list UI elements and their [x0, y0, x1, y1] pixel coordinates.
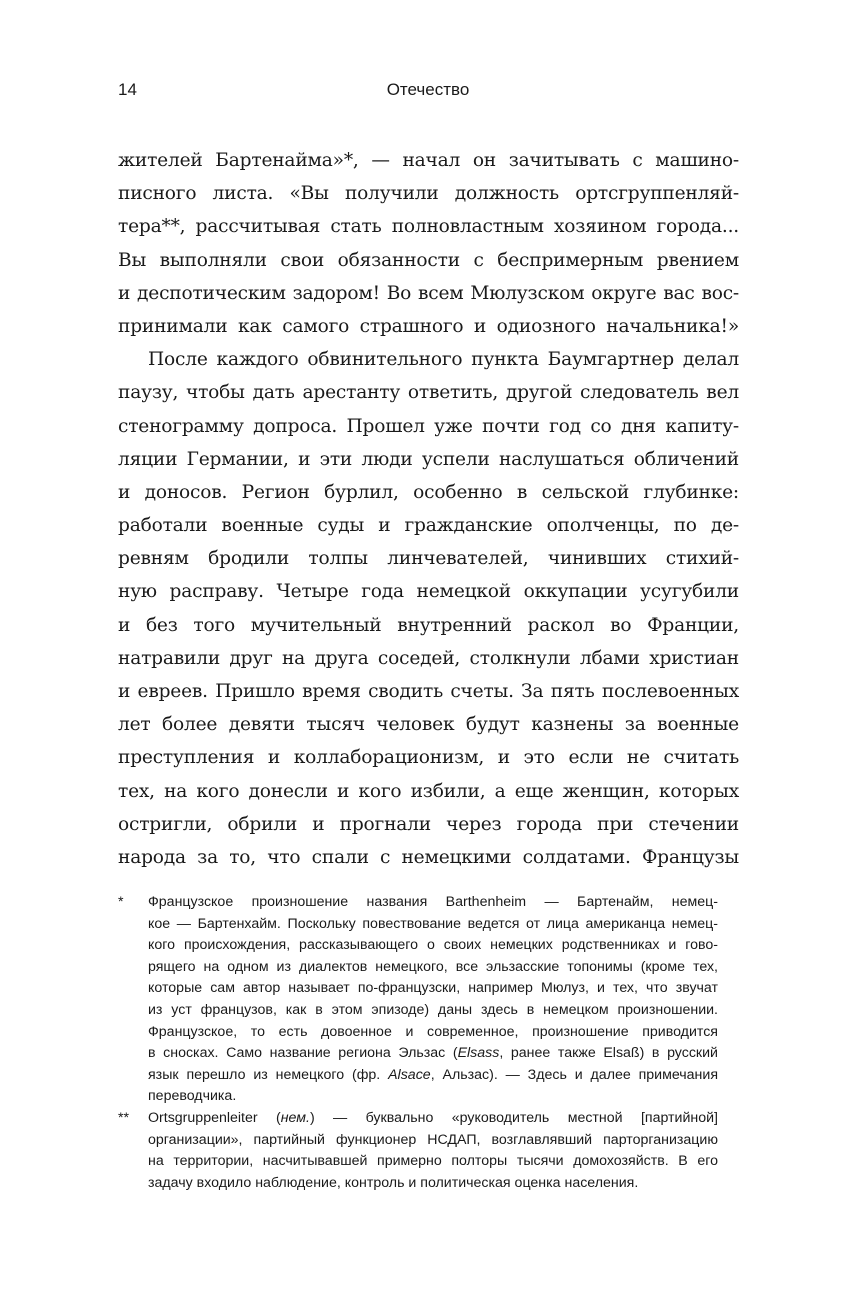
running-title: Отечество	[386, 80, 470, 99]
body-line: жителей Бартенайма»*, — начал он зачитывать с машино-	[118, 150, 739, 171]
body-line: тех, на кого донесли и кого избили, а еще женщин, которых	[118, 780, 739, 802]
footnote-text: Ortsgruppenleiter (	[148, 1109, 281, 1126]
footnote-line	[148, 1086, 718, 1108]
body-line: натравили друг на друга соседей, столкнули лбами христиан	[118, 647, 739, 669]
body-line: и без того мучительный внутренний раскол во Франции,	[118, 614, 739, 636]
footnote-line	[148, 1151, 718, 1173]
footnote-text: язык перешло из немецкого (фр.	[148, 1066, 389, 1083]
body-line: и доносов. Регион бурлил, особенно в сельской глубинке:	[118, 481, 739, 503]
footnote-line	[148, 914, 718, 936]
body-line: стенограмму допроса. Прошел уже почти год со дня капиту-	[118, 415, 739, 437]
footnote-text: кого происхождения, рассказывающего о своих немецких родственниках и гово-	[148, 937, 718, 954]
footnote-line	[148, 978, 718, 1000]
footnote-line	[148, 957, 718, 979]
footnote-text: кое — Бартенхайм. Поскольку повествование ведется от лица американца немец-	[148, 915, 718, 932]
footnote-line	[148, 1108, 718, 1130]
body-line: работали военные суды и гражданские ополченцы, по де-	[118, 515, 739, 537]
footnote-line	[148, 1173, 718, 1195]
footnote-line	[148, 1130, 718, 1152]
body-line: тера**, рассчитывая стать полновластным хозяином города...	[118, 216, 739, 238]
footnotes	[118, 892, 718, 1194]
italic-term: Elsass	[457, 1045, 500, 1062]
footnote-line	[148, 1043, 718, 1065]
footnote-line	[148, 892, 718, 914]
body-line: преступления и коллаборационизм, и это если не считать	[118, 747, 739, 769]
footnote-text: Французское произношение названия Barthenheim — Бартенайм, немец-	[148, 894, 718, 910]
footnote-text: ) — буквально «руководитель местной [партийной]	[309, 1109, 718, 1126]
footnote-text: , ранее также Elsaß) в русский	[499, 1045, 718, 1062]
footnote	[118, 1108, 718, 1194]
body-line: После каждого обвинительного пункта Баумгартнер делал	[148, 349, 739, 371]
footnote-marker: *	[118, 894, 124, 910]
footnote-line	[148, 1022, 718, 1044]
footnote-text: организации», партийный функционер НСДАП, возглавлявший парторганизацию	[148, 1131, 718, 1148]
body-line: ревням бродили толпы линчевателей, чинивших стихий-	[118, 548, 739, 570]
body-line: паузу, чтобы дать арестанту ответить, другой следователь вел	[118, 382, 739, 404]
body-line: народа за то, что спали с немецкими солдатами. Французы	[118, 846, 739, 868]
italic-term: нем.	[280, 1109, 310, 1126]
body-text	[118, 144, 739, 874]
footnote-text: на территории, насчитывавшей примерно полторы тысячи домохозяйств. В его	[148, 1153, 718, 1170]
body-line: Вы выполняли свои обязанности с беспримерным рвением	[118, 249, 739, 271]
footnote-text: рящего на одном из диалектов немецкого, все эльзасские топонимы (кроме тех,	[148, 958, 718, 975]
footnote-text: переводчика.	[148, 1088, 237, 1105]
footnote-text: из уст французов, как в этом эпизоде) даны здесь в немецком произношении.	[148, 1001, 718, 1018]
footnote-text: , Альзас). — Здесь и далее примечания	[430, 1066, 718, 1083]
body-line: лет более девяти тысяч человек будут казнены за военные	[118, 714, 739, 736]
footnote-text: в сносках. Само название региона Эльзас (	[148, 1045, 458, 1062]
footnote-line	[148, 1000, 718, 1022]
footnote	[118, 892, 718, 1108]
footnote-text: задачу входило наблюдение, контроль и политическая оценка населения.	[148, 1174, 639, 1191]
footnote-line	[148, 935, 718, 957]
body-line: ную расправу. Четыре года немецкой оккупации усугубили	[118, 581, 739, 603]
body-line: и деспотическим задором! Во всем Мюлузском округе вас вос-	[118, 282, 739, 304]
italic-term: Alsace	[388, 1066, 431, 1083]
body-line: ляции Германии, и эти люди успели наслушаться обличений	[118, 448, 739, 470]
footnote-text: Французское, то есть довоенное и современное, произношение приводится	[148, 1023, 718, 1040]
footnote-text: которые сам автор называет по-французски, например Мюлуз, и тех, что звучат	[148, 980, 718, 997]
body-line: и евреев. Пришло время сводить счеты. За пять послевоенных	[118, 681, 739, 702]
body-line: писного листа. «Вы получили должность ортсгруппенляй-	[118, 183, 739, 205]
page-number: 14	[118, 80, 137, 99]
body-line: принимали как самого страшного и одиозного начальника!»	[118, 315, 739, 337]
body-line: остригли, обрили и прогнали через города при стечении	[118, 813, 739, 835]
footnote-line	[148, 1065, 718, 1087]
footnote-marker: **	[118, 1109, 130, 1126]
